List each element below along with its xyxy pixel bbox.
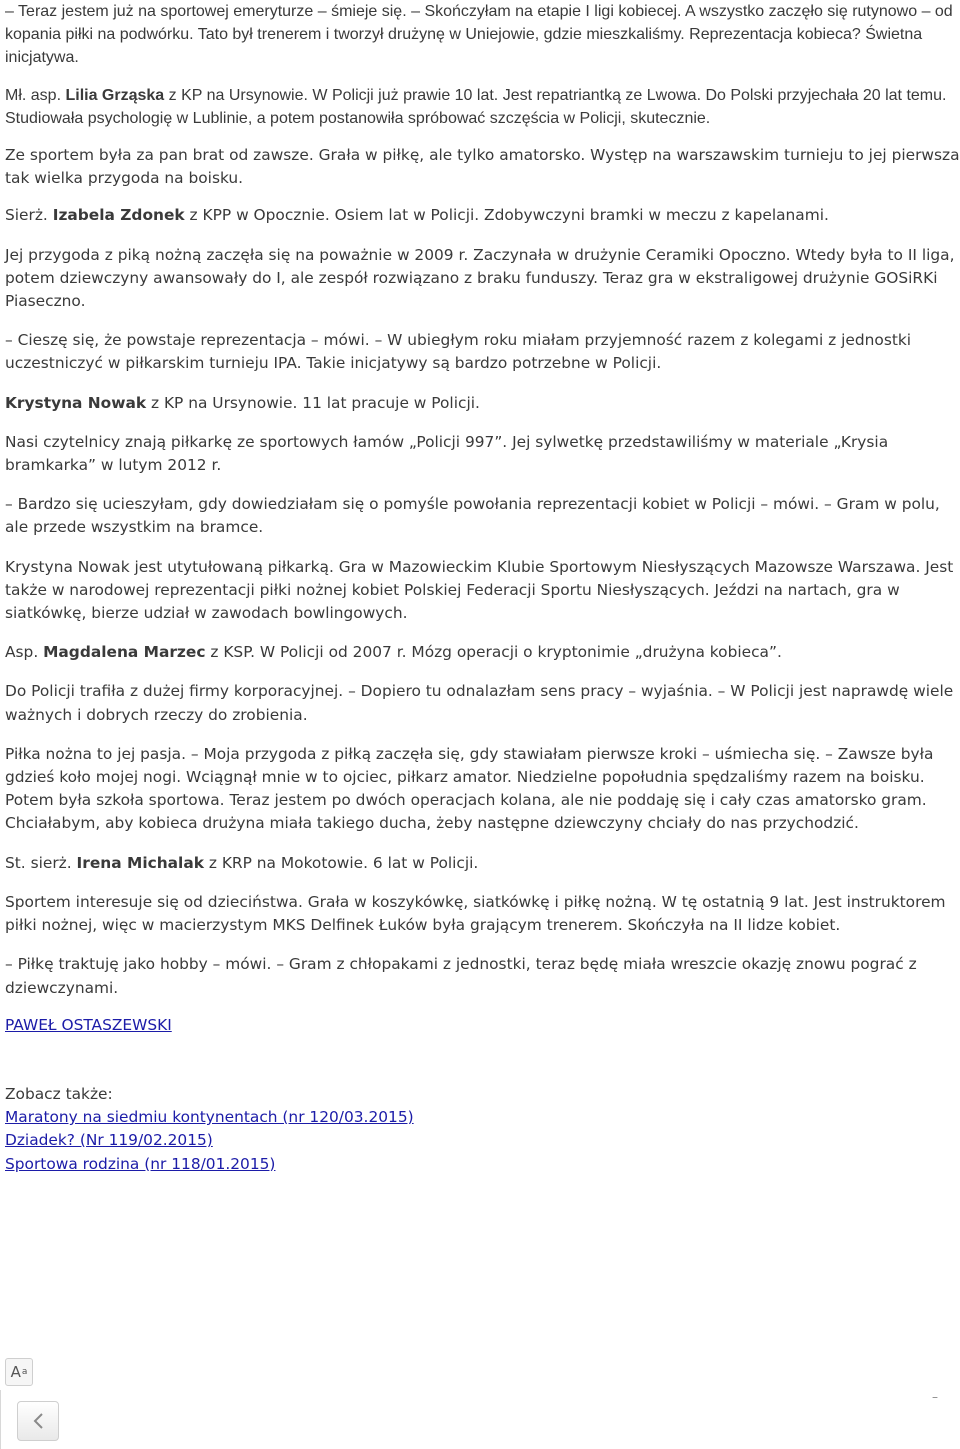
see-also-list xyxy=(5,1106,960,1176)
see-also-link[interactable]: Dziadek? (Nr 119/02.2015) xyxy=(5,1131,213,1150)
person-name: Magdalena Marzec xyxy=(43,643,206,662)
paragraph-text: Mł. asp. xyxy=(5,86,66,104)
article-paragraph xyxy=(5,0,960,70)
paragraph-text: Do Policji trafiła z dużej firmy korporacyjnej. – Dopiero tu odnalazłam sens pracy – wyjaśnia. – W Policji jest naprawdę wiele ważnych i dobrych rzeczy do zrobienia. xyxy=(5,682,954,724)
see-also-link[interactable]: Maratony na siedmiu kontynentach (nr 120/03.2015) xyxy=(5,1108,414,1127)
article-paragraph xyxy=(5,204,960,227)
paragraph-text: Nasi czytelnicy znają piłkarkę ze sportowych łamów „Policji 997”. Jej sylwetkę przedstawiliśmy w materiale „Krysia bramkarka” w lutym 2012 r. xyxy=(5,432,889,475)
chevron-left-icon xyxy=(31,1412,45,1430)
see-also-link[interactable]: Sportowa rodzina (nr 118/01.2015) xyxy=(5,1154,276,1173)
article-paragraph xyxy=(5,392,960,415)
see-also-item xyxy=(5,1106,960,1129)
previous-page-button[interactable] xyxy=(17,1401,59,1441)
article-paragraph xyxy=(5,852,960,875)
article-paragraph xyxy=(5,641,960,664)
paragraph-text: z KP na Ursynowie. W Policji już prawie 10 lat. Jest repatriantką ze Lwowa. Do Polski przyjechała 20 lat temu. Studiowała psychologię w Lublinie, a potem postanowiła spróbować szczęścia w Policji, skutecznie. xyxy=(5,86,947,127)
paragraph-text: Jej przygoda z piką nożną zaczęła się na poważnie w 2009 r. Zaczynała w drużynie Ceramiki Opoczno. Wtedy była to II liga, potem dziewczyny awansowały do I, ale zespół rozwiązano z braku funduszy. Teraz gra w ekstraligowej drużynie GOSiRKi Piaseczno. xyxy=(5,245,955,311)
person-name: Irena Michalak xyxy=(76,853,204,872)
paragraph-text: – Bardzo się ucieszyłam, gdy dowiedziałam się o pomyśle powołania reprezentacji kobiet w Policji – mówi. – Gram w polu, ale przede wszystkim na bramce. xyxy=(5,495,940,537)
paragraph-text: St. sierż. xyxy=(5,853,77,872)
article-paragraph xyxy=(5,431,960,477)
person-name: Krystyna Nowak xyxy=(5,393,147,412)
article-paragraph xyxy=(5,244,960,314)
side-mark: – xyxy=(932,1390,938,1404)
paragraph-text: Asp. xyxy=(5,643,44,662)
article-paragraph xyxy=(5,556,960,626)
person-name: Lilia Grząska xyxy=(65,86,165,104)
article-paragraph xyxy=(5,144,960,190)
article-paragraph xyxy=(5,84,960,130)
person-name: Izabela Zdonek xyxy=(52,206,185,225)
paragraph-text: – Piłkę traktuję jako hobby – mówi. – Gram z chłopakami z jednostki, teraz będę miała wreszcie okazję znowu pograć z dziewczynami. xyxy=(5,955,917,997)
footer-divider xyxy=(0,1390,960,1449)
paragraph-text: z KPP w Opocznie. Osiem lat w Policji. Zdobywczyni bramki w meczu z kapelanami. xyxy=(184,206,829,225)
article-paragraph xyxy=(5,743,960,836)
see-also-label: Zobacz także: xyxy=(5,1084,113,1103)
article-body xyxy=(5,0,960,1176)
article-paragraph xyxy=(5,329,960,375)
font-size-icon[interactable] xyxy=(5,1358,33,1386)
article-paragraphs xyxy=(5,0,960,1000)
paragraph-text: z KP na Ursynowie. 11 lat pracuje w Policji. xyxy=(146,393,480,412)
font-size-icon-letter: A xyxy=(10,1363,21,1381)
paragraph-text: Piłka nożna to jej pasja. – Moja przygoda z piłką zaczęła się, gdy stawiałam pierwsze kroki – uśmiecha się. – Zawsze była gdzieś koło mojej nogi. Wciągnął mnie w to ojciec, piłkarz amator. Niedzielne popołudnia spędzaliśmy razem na boisku. Potem była szkoła sportowa. Teraz jestem po dwóch operacjach kolana, ale nie poddaję się i cały czas amatorsko gram. Chciałabym, aby kobieca drużyna miała takiego ducha, żeby następne dziewczyny chciały do nas przychodzić. xyxy=(5,744,934,833)
see-also-item xyxy=(5,1129,960,1152)
article-paragraph xyxy=(5,680,960,726)
author-link[interactable]: PAWEŁ OSTASZEWSKI xyxy=(5,1015,172,1034)
paragraph-text: Krystyna Nowak jest utytułowaną piłkarką. Gra w Mazowieckim Klubie Sportowym Niesłyszących Mazowsze Warszawa. Jest także w narodowej reprezentacji piłki nożnej kobiet Polskiej Federacji Sportu Niesłyszących. Jeździ na nartach, gra w siatkówkę, bierze udział w zawodach bowlingowych. xyxy=(5,557,954,623)
article-paragraph xyxy=(5,493,960,539)
article-paragraph xyxy=(5,891,960,937)
paragraph-text: z KSP. W Policji od 2007 r. Mózg operacji o kryptonimie „drużyna kobieca”. xyxy=(205,643,782,662)
paragraph-text: z KRP na Mokotowie. 6 lat w Policji. xyxy=(203,853,479,872)
article-paragraph xyxy=(5,953,960,999)
paragraph-text: – Cieszę się, że powstaje reprezentacja – mówi. – W ubiegłym roku miałam przyjemność razem z kolegami z jednostki uczestniczyć w piłkarskim turnieju IPA. Takie inicjatywy są bardzo potrzebne w Policji. xyxy=(5,331,912,373)
see-also-item xyxy=(5,1153,960,1176)
paragraph-text: – Teraz jestem już na sportowej emeryturze – śmieje się. – Skończyłam na etapie I ligi kobiecej. A wszystko zaczęło się rutynowo – od kopania piłki na podwórku. Tato był trenerem i tworzył drużynę w Uniejowie, gdzie mieszkaliśmy. Reprezentacja kobieca? Świetna inicjatywa. xyxy=(5,3,953,67)
paragraph-text: Ze sportem była za pan brat od zawsze. Grała w piłkę, ale tylko amatorsko. Występ na warszawskim turnieju to jej pierwsza tak wielka przygoda na boisku. xyxy=(5,146,960,188)
paragraph-text: Sportem interesuje się od dzieciństwa. Grała w koszykówkę, siatkówkę i piłkę nożną. W tę ostatnią 9 lat. Jest instruktorem piłki nożnej, więc w macierzystym MKS Delfinek Łuków była grającym trenerem. Skończyła na II lidze kobiet. xyxy=(5,892,946,935)
paragraph-text: Sierż. xyxy=(5,206,53,225)
font-size-icon-sup: a xyxy=(21,1367,28,1377)
author-paragraph xyxy=(5,1014,960,1037)
